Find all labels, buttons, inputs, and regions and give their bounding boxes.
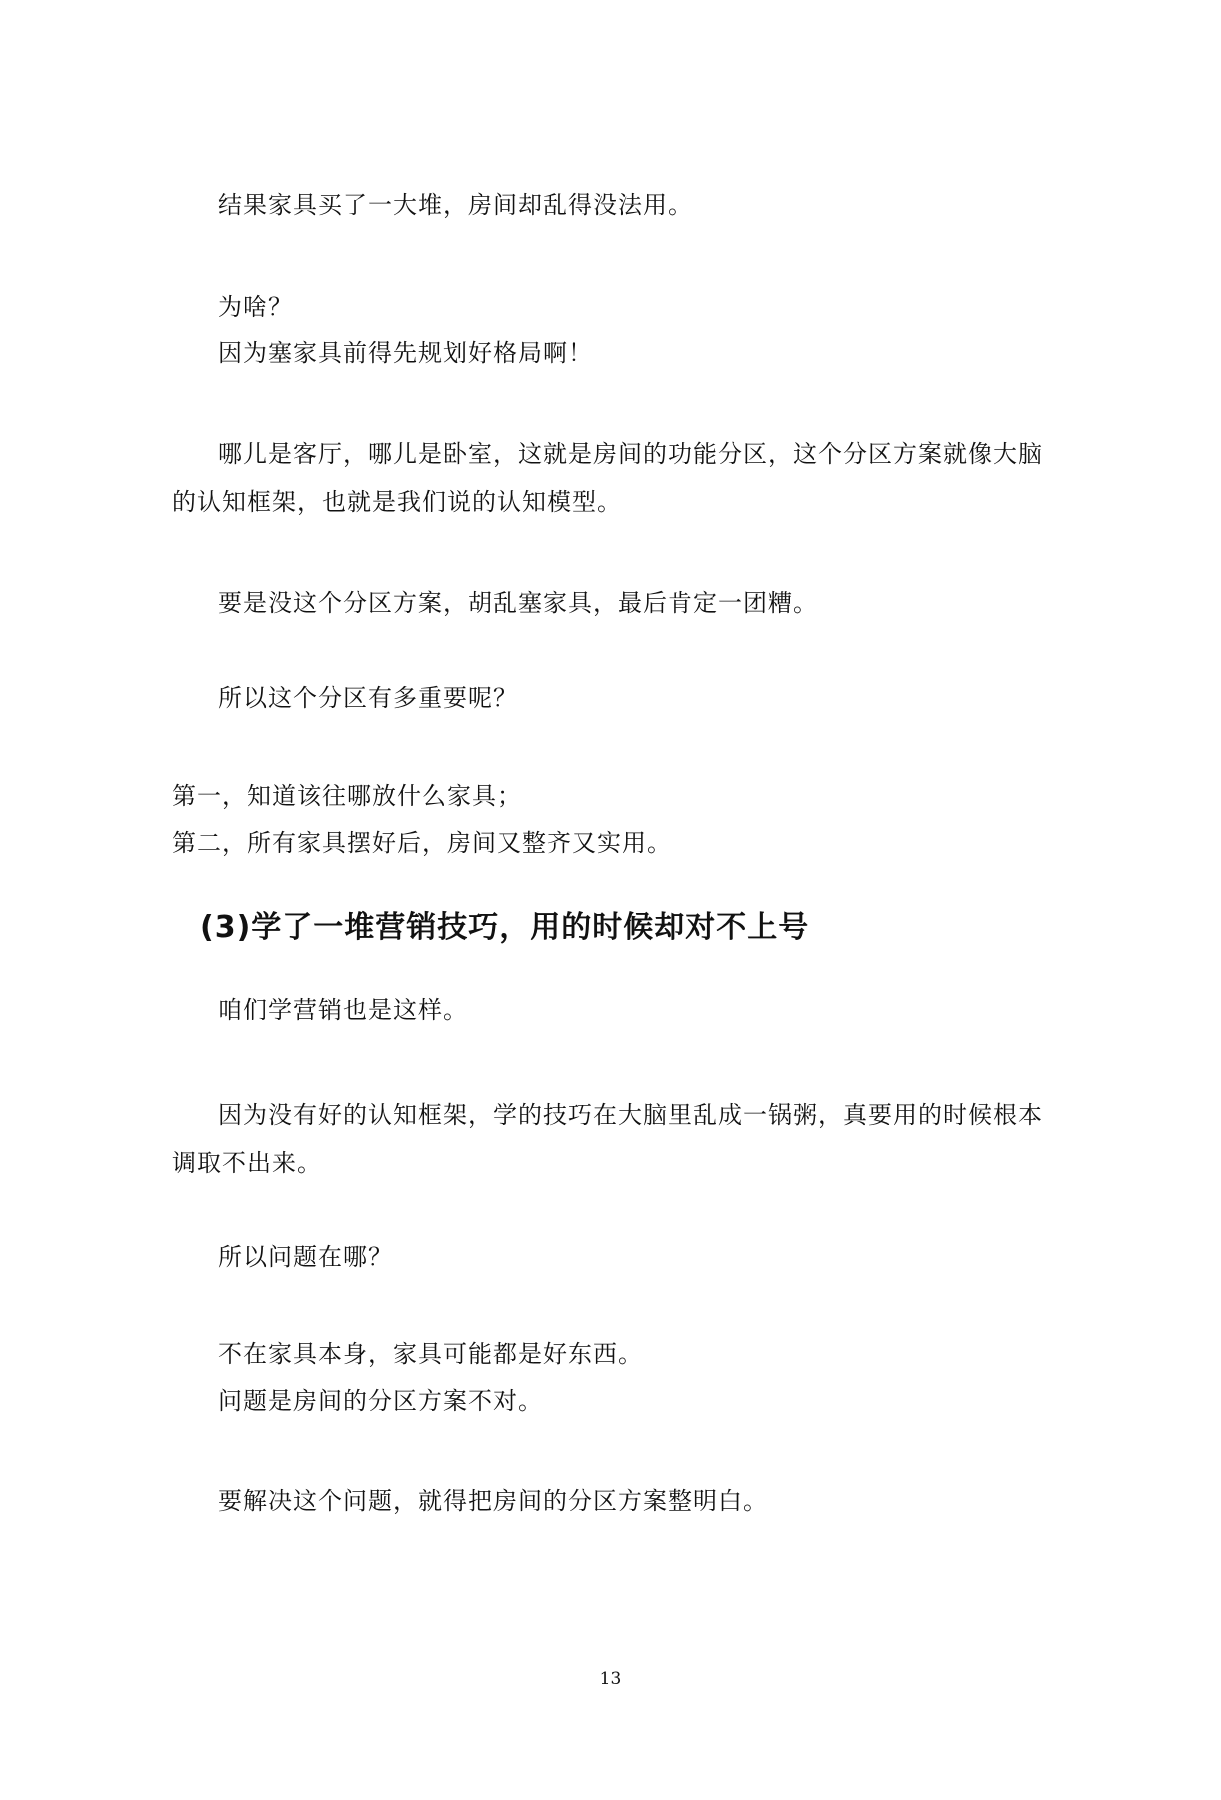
- paragraph-text: 调取不出来。: [172, 1149, 322, 1177]
- section-heading: (3)学了一堆营销技巧，用的时候却对不上号: [200, 910, 810, 945]
- page-number: 13: [599, 1669, 622, 1689]
- paragraph-text: 要解决这个问题，就得把房间的分区方案整明白。: [218, 1487, 768, 1515]
- list-item: 第一，知道该往哪放什么家具；: [172, 782, 522, 810]
- paragraph-text: 为啥？: [218, 293, 293, 321]
- list-item: 第二，所有家具摆好后，房间又整齐又实用。: [172, 829, 672, 857]
- paragraph-text: 结果家具买了一大堆，房间却乱得没法用。: [218, 191, 693, 219]
- paragraph-text: 咱们学营销也是这样。: [218, 996, 468, 1024]
- paragraph-text: 的认知框架，也就是我们说的认知模型。: [172, 488, 622, 516]
- paragraph-text: 因为没有好的认知框架，学的技巧在大脑里乱成一锅粥，真要用的时候根本: [218, 1101, 1043, 1129]
- paragraph-text: 问题是房间的分区方案不对。: [218, 1387, 543, 1415]
- paragraph-text: 因为塞家具前得先规划好格局啊！: [218, 339, 593, 367]
- paragraph-text: 所以这个分区有多重要呢？: [218, 684, 518, 712]
- paragraph-text: 不在家具本身，家具可能都是好东西。: [218, 1340, 643, 1368]
- paragraph-text: 要是没这个分区方案，胡乱塞家具，最后肯定一团糟。: [218, 589, 818, 617]
- paragraph-text: 所以问题在哪？: [218, 1243, 393, 1271]
- paragraph-text: 哪儿是客厅，哪儿是卧室，这就是房间的功能分区，这个分区方案就像大脑: [218, 440, 1043, 468]
